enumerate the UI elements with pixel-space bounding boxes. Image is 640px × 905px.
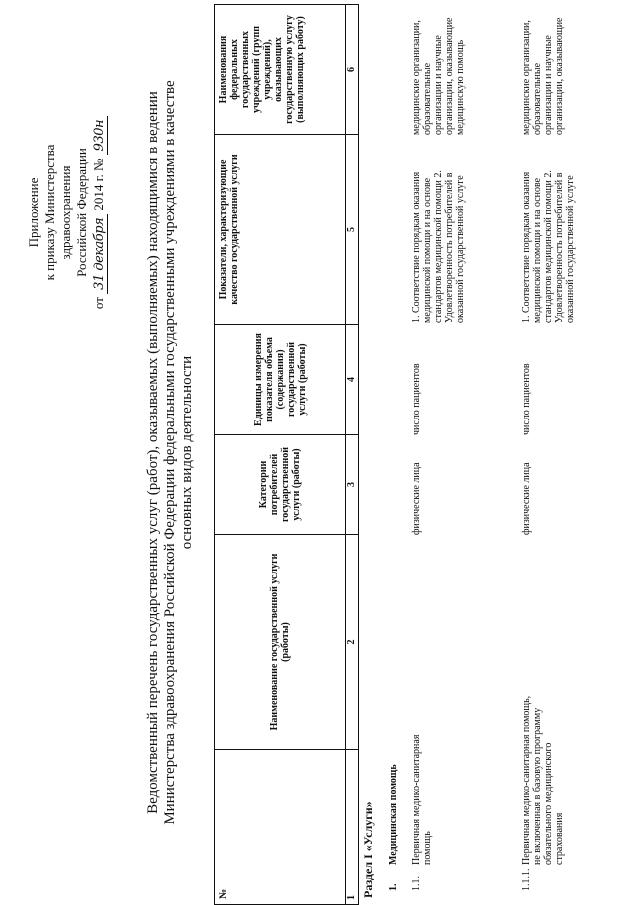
row-1-institutions: медицинские организации, образовательные организации и научные организации, оказывающие медицинскую помощь: [411, 17, 466, 135]
header-consumers: Категории потребителей государственной услуги (работы): [215, 435, 346, 535]
appendix-line-1: Приложение: [26, 177, 41, 248]
appendix-date-line: [91, 0, 107, 665]
row-2-consumers: физические лица: [521, 462, 532, 535]
services-table-header: [214, 4, 359, 905]
appendix-line-2: к приказу Министерства: [42, 144, 57, 281]
row-1-quality: 1. Соответствие порядкам оказания медицинской помощи и на основе стандартов медицинской помощи 2. Удовлетворенность потребителей в оказанной государственной услуге: [411, 170, 466, 323]
row-1-consumers: физические лица: [411, 462, 422, 535]
section-title: Раздел I «Услуги»: [361, 801, 375, 898]
date-year: 2014 г. №: [91, 158, 106, 211]
column-number-1: 1: [346, 750, 359, 905]
column-number-4: 4: [346, 325, 359, 435]
row-2-number: 1.1.1.: [521, 868, 532, 891]
row-2-institutions: медицинские организации, образовательные организации и научные организации, оказывающие: [521, 17, 565, 135]
column-number-2: 2: [346, 535, 359, 750]
document-title: [145, 0, 196, 905]
date-prefix: от: [91, 297, 106, 310]
column-number-5: 5: [346, 135, 359, 325]
subsection-label: Медицинская помощь: [388, 764, 399, 865]
row-1-number: 1.1.: [411, 876, 422, 891]
column-number-3: 3: [346, 435, 359, 535]
row-2-unit: число пациентов: [521, 363, 532, 435]
header-institutions: Наименования федеральных государственных учреждений (групп учреждений), оказывающих государственную услугу (выполняющих работу): [215, 5, 346, 135]
subsection-number: 1.: [388, 883, 399, 891]
title-line-3: основных видов деятельности: [179, 355, 195, 550]
appendix-line-4: Российской Федерации: [74, 148, 89, 277]
header-service-name: Наименование государственной услуги (работы): [215, 535, 346, 750]
title-line-2: Министерства здравоохранения Российской Федерации федеральными государственными учреждениями в качестве: [162, 80, 178, 825]
row-1-name: Первичная медико-санитарная помощь: [411, 734, 433, 865]
header-quality: Показатели, характеризующие качество государственной услуги: [215, 135, 346, 325]
row-2-name: Первичная медико-санитарная помощь, не включенная в базовую программу обязательного медицинского страхования: [521, 695, 565, 865]
row-1-unit: число пациентов: [411, 363, 422, 435]
title-line-1: Ведомственный перечень государственных услуг (работ), оказываемых (выполняемых) находящимися в ведении: [145, 91, 161, 814]
row-2-quality: 1. Соответствие порядкам оказания медицинской помощи и на основе стандартов медицинской помощи 2. Удовлетворенность потребителей в оказанной государственной услуге: [521, 170, 576, 323]
date-day-month: 31 декабря: [92, 214, 108, 294]
column-number-6: 6: [346, 5, 359, 135]
appendix-line-3: здравоохранения: [58, 165, 73, 260]
header-number: №: [215, 750, 346, 905]
header-unit: Единицы измерения показателя объема (содержания) государственной услуги (работы): [215, 325, 346, 435]
order-number: 930н: [92, 116, 108, 155]
